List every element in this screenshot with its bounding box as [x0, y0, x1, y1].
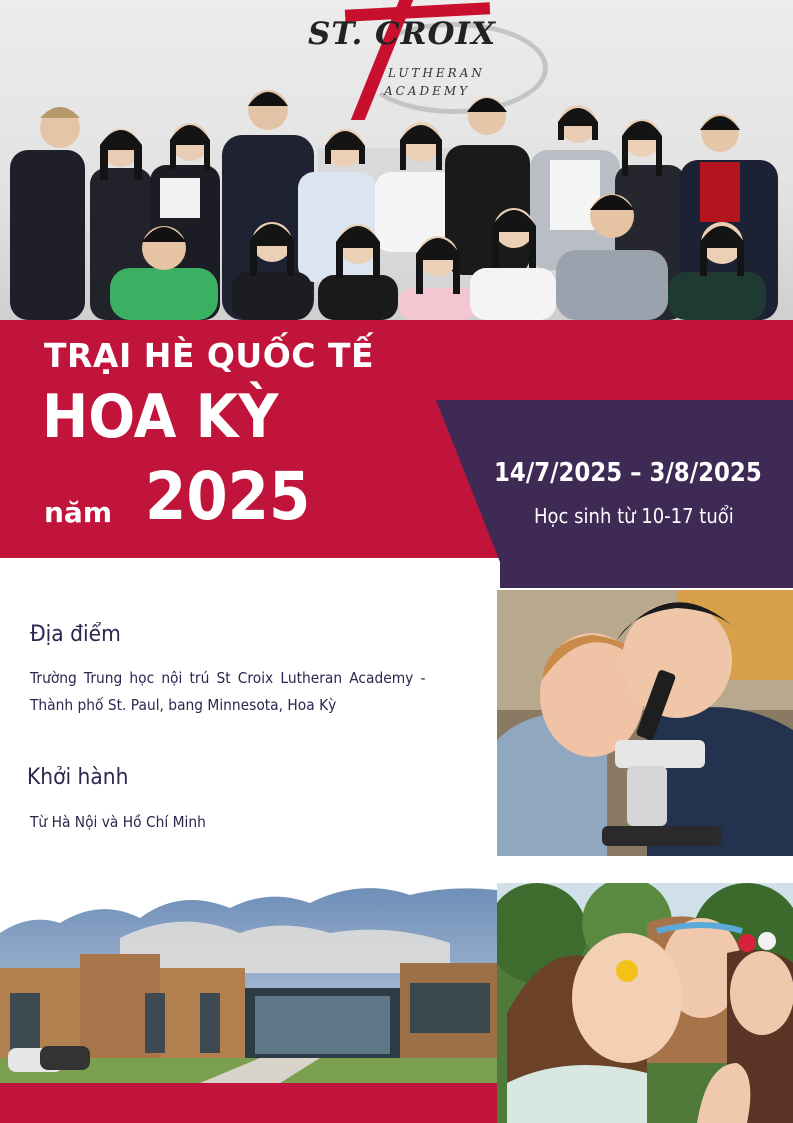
departure-text: Từ Hà Nội và Hồ Chí Minh — [30, 813, 206, 831]
logo-subtext-2: ACADEMY — [384, 84, 471, 98]
microscope-photo — [497, 590, 793, 856]
school-building-photo — [0, 888, 497, 1083]
age-range: Học sinh từ 10-17 tuổi — [534, 504, 734, 528]
bottom-red-bar — [0, 1083, 497, 1123]
students-group-illustration — [0, 0, 793, 320]
location-heading: Địa điểm — [30, 622, 121, 647]
camp-dates: 14/7/2025 – 3/8/2025 — [494, 458, 762, 488]
title-year-prefix: năm — [44, 496, 113, 529]
location-line-1: Trường Trung học nội trú St Croix Lutheran Academy - — [30, 669, 426, 687]
title-year: 2025 — [145, 458, 311, 535]
logo-main-text: ST. CROIX — [308, 16, 497, 52]
kids-camp-photo — [497, 883, 793, 1123]
group-photo — [0, 0, 793, 320]
title-line-2: HOA KỲ — [42, 382, 279, 452]
title-line-1: TRẠI HÈ QUỐC TẾ — [44, 336, 375, 375]
location-line-2: Thành phố St. Paul, bang Minnesota, Hoa Kỳ — [30, 696, 337, 714]
departure-heading: Khởi hành — [27, 765, 129, 790]
logo-subtext-1: LUTHERAN — [388, 66, 485, 80]
